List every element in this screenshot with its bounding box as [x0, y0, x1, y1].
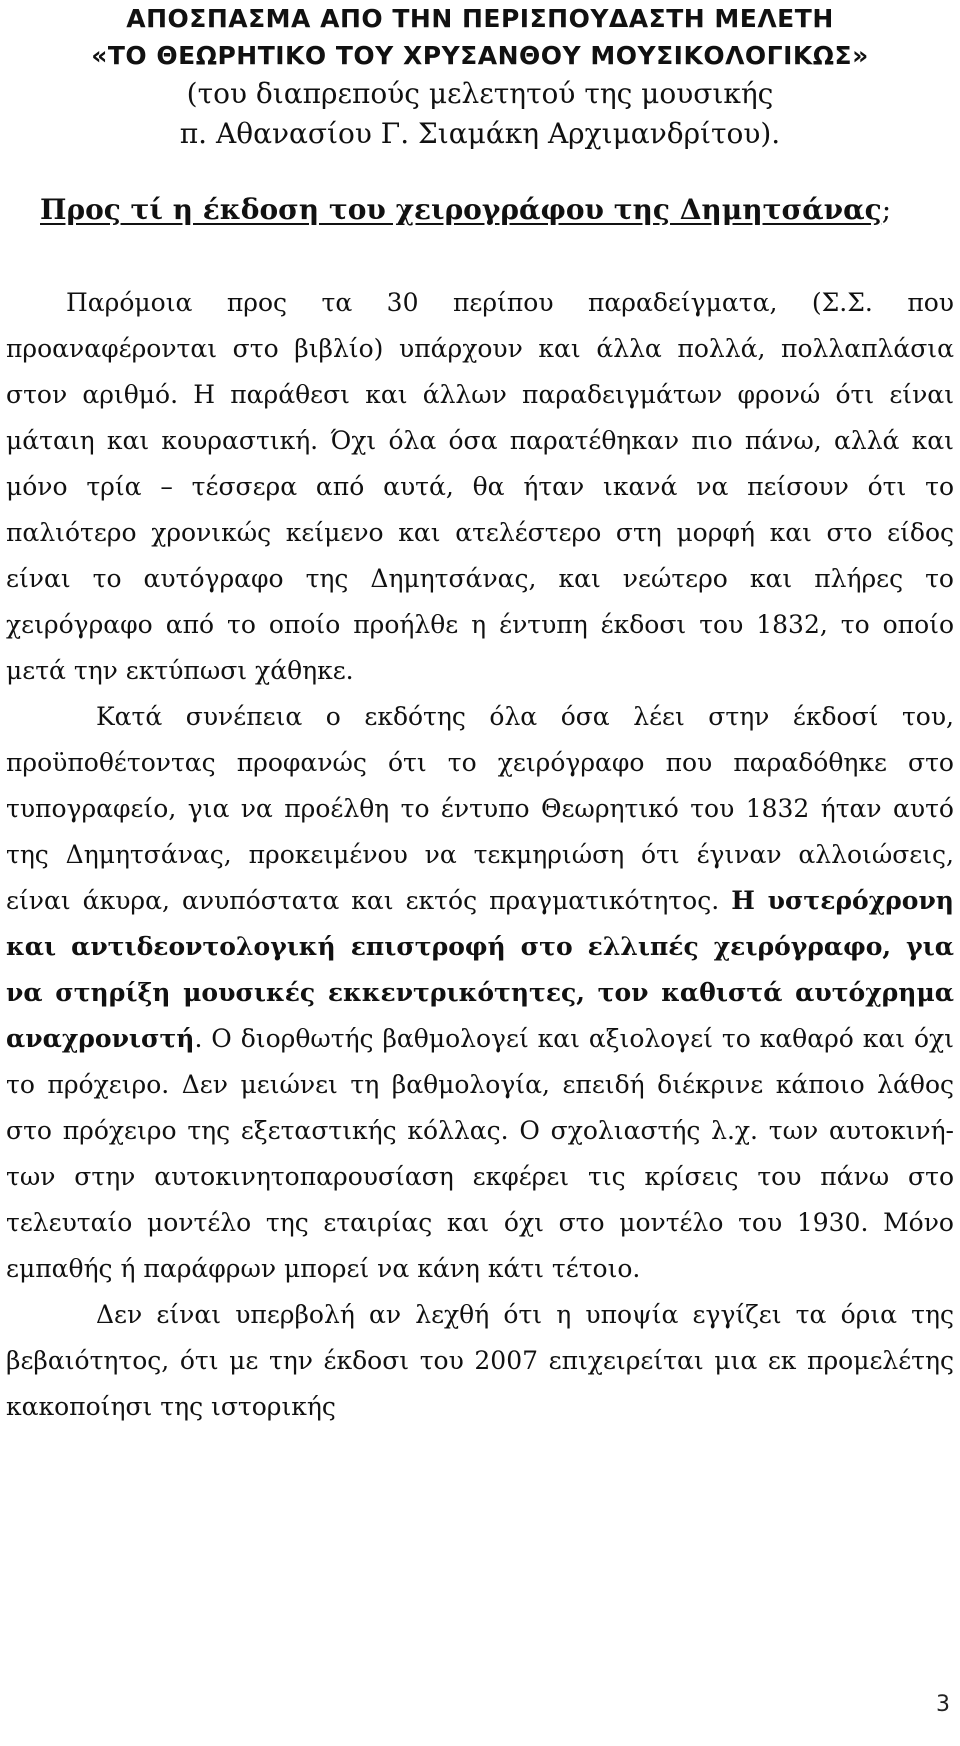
paragraph-3: Δεν είναι υπερβολή αν λεχθή ότι η υποψία εγγίζει τα όρια της βεβαιότητος, ότι με την έκδοσι του 2007 επιχειρείται μια εκ προμελέτης κακοποίησι της ιστορικής [6, 1300, 954, 1421]
heading-line-2: «ΤΟ ΘΕΩΡΗΤΙΚΟ ΤΟΥ ΧΡΥΣΑΝΘΟΥ ΜΟΥΣΙΚΟΛΟΓΙΚΩΣ» [91, 41, 869, 70]
body-text [6, 280, 954, 1430]
paragraph-2-start: Κατά συνέπεια ο εκδότης όλα όσα λέει στην έκδοσί του, προϋποθέτοντας προφανώς ότι το χειρόγραφο που παραδόθηκε στο τυπογραφείο, για να προέλθη το έντυπο Θεωρητικό του 1832 ήταν αυτό της Δημητσάνας, προκειμένου να τεκμηριώση ότι έγιναν αλλοιώσεις, είναι άκυρα, ανυπόστατα και εκτός πραγματικότητος. [6, 702, 954, 915]
section-title-punct: ; [881, 193, 892, 226]
heading-line-1: ΑΠΟΣΠΑΣΜΑ ΑΠΟ ΤΗΝ ΠΕΡΙΣΠΟΥΔΑΣΤΗ ΜΕΛΕΤΗ [126, 4, 834, 33]
paragraph-1: Παρόμοια προς τα 30 περίπου παραδείγματα, (Σ.Σ. που προαναφέρονται στο βιβλίο) υπάρχουν και άλλα πολλά, πολλαπλάσια στον αριθμό. Η παράθεσι και άλλων παραδειγμάτων φρονώ ότι είναι μάταιη και κουραστική. Όχι όλα όσα παρατέθηκαν πιο πάνω, αλλά και μόνο τρία – τέσσερα από αυτά, θα ήταν ικανά να πείσουν ότι το παλιότερο χρονικώς κείμενο και ατελέστερο στη μορφή και στο είδος είναι το αυτόγραφο της Δημητσάνας, και νεώτερο και πλήρες το χειρόγραφο από το οποίο προήλθε η έντυπη έκδοσι του 1832, το οποίο μετά την εκτύπωσι χάθηκε. [6, 288, 954, 685]
document-page [6, 0, 954, 1430]
page-number: 3 [936, 1692, 950, 1717]
section-title [40, 190, 954, 230]
heading-line-3: (του διαπρεπούς μελετητού της μουσικής [186, 77, 774, 110]
heading-line-4: π. Αθανασίου Γ. Σιαμάκη Αρχιμανδρίτου). [179, 117, 781, 150]
section-title-text: Προς τί η έκδοση του χειρογράφου της Δημητσάνας [40, 193, 882, 226]
paragraph-2 [6, 694, 954, 1292]
document-heading [6, 0, 954, 154]
paragraph-2-end: . Ο διορθωτής βαθμολογεί και αξιολογεί το καθαρό και όχι το πρόχειρο. Δεν μειώνει τη βαθμολογία, επειδή διέκρινε κάποιο λάθος στο πρόχειρο της εξεταστικής κόλλας. Ο σχολιαστής λ.χ. των αυτοκινήτων στην αυτοκινητοπαρουσίαση εκφέρει τις κρίσεις του πάνω στο τελευταίο μοντέλο της εταιρίας και όχι στο μοντέλο του 1930. Μόνο εμπαθής ή παράφρων μπορεί να κάνη κάτι τέτοιο. [6, 1024, 954, 1283]
paragraph-2-bold: Η υστερόχρονη και αντιδεοντολογική επιστροφή στο ελλιπές χειρόγραφο, για να στηρίξη μουσικές εκκεντρικότητες, τον καθιστά αυτόχρημα αναχρονιστή [6, 886, 954, 1053]
